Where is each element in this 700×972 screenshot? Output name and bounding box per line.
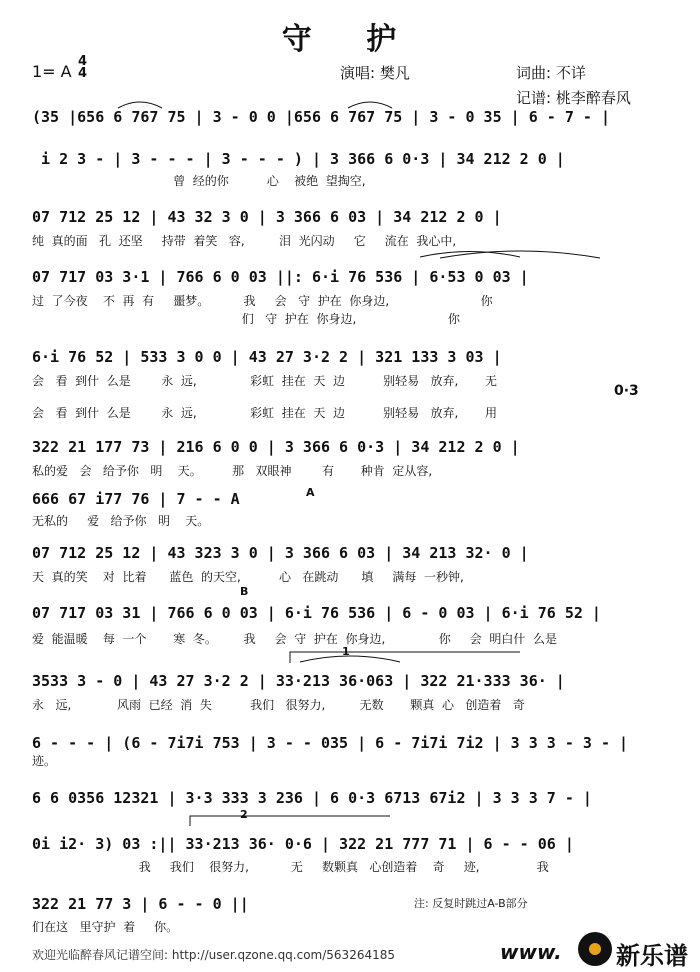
notation-line: 0i i2· 3) 03 :|| 33·213 36· 0·6 | 322 21 777 71 | 6 - - 06 |	[32, 835, 574, 853]
notation-line: 07 712 25 12 | 43 32 3 0 | 3 366 6 03 | 34 212 2 0 |	[32, 208, 502, 226]
segno-mark-b: B	[240, 585, 249, 598]
lyric-line: 迹。	[32, 754, 57, 768]
lyric-line: 纯 真的面 孔 还坚 持带 着笑 容, 泪 光闪动 它 流在 我心中,	[32, 234, 457, 248]
time-numerator: 4	[78, 54, 88, 69]
transcriber-credit: 记谱: 桃李醉春风	[516, 89, 631, 107]
song-title: 守 护	[281, 22, 419, 57]
notation-line: 6 - - - | (6 - 7i7i 753 | 3 - - 035 | 6 - 7i7i 7i2 | 3 3 3 - 3 - |	[32, 734, 629, 752]
lyric-line: 们在这 里守护 着 你。	[32, 920, 179, 934]
footer-link-text: 欢迎光临醉春风记谱空间: http://user.qzone.qq.com/563264185	[32, 948, 396, 962]
time-denominator: 4	[78, 66, 88, 81]
slur	[420, 252, 520, 258]
lyric-line: 曾 经的你 心 被绝 望掏空,	[32, 174, 366, 188]
slur	[300, 656, 400, 662]
segno-mark-a: A	[306, 486, 315, 499]
slur	[348, 102, 392, 108]
composer-credit: 词曲: 不详	[516, 64, 586, 82]
notation-line: i 2 3 - | 3 - - - | 3 - - - ) | 3 366 6 0·3 | 34 212 2 0 |	[32, 150, 565, 168]
pickup-notes: 0·3	[614, 383, 639, 399]
notation-line: (35 |656 6 767 75 | 3 - 0 0 |656 6 767 75 | 3 - 0 35 | 6 - 7 - |	[32, 108, 610, 126]
watermark-brand: 新乐谱	[616, 942, 688, 970]
notation-line: 07 717 03 31 | 766 6 0 03 | 6·i 76 536 | 6 - 0 03 | 6·i 76 52 |	[32, 604, 601, 622]
notation-line: 3533 3 - 0 | 43 27 3·2 2 | 33·213 36·063 | 322 21·333 36· |	[32, 672, 565, 690]
key-signature: 1= A	[32, 62, 72, 81]
slur	[118, 102, 162, 108]
notation-line: 07 712 25 12 | 43 323 3 0 | 3 366 6 03 | 34 213 32· 0 |	[32, 544, 529, 562]
notation-line: 07 717 03 3·1 | 766 6 0 03 ||: 6·i 76 536 | 6·53 0 03 |	[32, 268, 529, 286]
notation-line: 322 21 77 3 | 6 - - 0 ||	[32, 895, 249, 913]
lyric-line: 我 我们 很努力, 无 数颗真 心创造着 奇 迹, 我	[32, 860, 549, 874]
lyric-line: 私的爱 会 给予你 明 天。 那 双眼神 有 种肯 定从容,	[32, 464, 433, 478]
lyric-line: 过 了今夜 不 再 有 噩梦。 我 会 守 护在 你身边, 你	[32, 294, 493, 308]
notation-line: 666 67 i77 76 | 7 - - A	[32, 490, 240, 508]
lyric-line: 天 真的笑 对 比着 蓝色 的天空, 心 在跳动 填 满每 一秒钟,	[32, 570, 464, 584]
notation-line: 322 21 177 73 | 216 6 0 0 | 3 366 6 0·3 | 34 212 2 0 |	[32, 438, 520, 456]
second-ending-bracket	[190, 816, 390, 826]
watermark-url: www.	[500, 940, 562, 964]
second-ending-mark: 2	[240, 808, 248, 821]
lyric-line: 爱 能温暖 每 一个 寒 冬。 我 会 守 护在 你身边, 你 会 明白什 么是	[32, 632, 558, 646]
notation-line: 6·i 76 52 | 533 3 0 0 | 43 27 3·2 2 | 321 133 3 03 |	[32, 348, 502, 366]
first-ending-mark: 1	[342, 645, 350, 658]
lyric-line: 永 远, 风雨 已经 消 失 我们 很努力, 无数 颗真 心 创造着 奇	[32, 698, 525, 712]
repeat-footnote: 注: 反复时跳过A-B部分	[414, 897, 528, 910]
lyric-line: 无私的 爱 给予你 明 天。	[32, 514, 210, 528]
lyric-line: 们 守 护在 你身边, 你	[32, 312, 460, 326]
notation-line: 6 6 0356 12321 | 3·3 333 3 236 | 6 0·3 6713 67i2 | 3 3 3 7 - |	[32, 789, 592, 807]
singer-credit: 演唱: 樊凡	[340, 64, 410, 82]
lyric-line: 会 看 到什 么是 永 远, 彩虹 挂在 天 边 别轻易 放弃, 无	[32, 374, 498, 388]
lyric-line: 会 看 到什 么是 永 远, 彩虹 挂在 天 边 别轻易 放弃, 用	[32, 406, 498, 420]
